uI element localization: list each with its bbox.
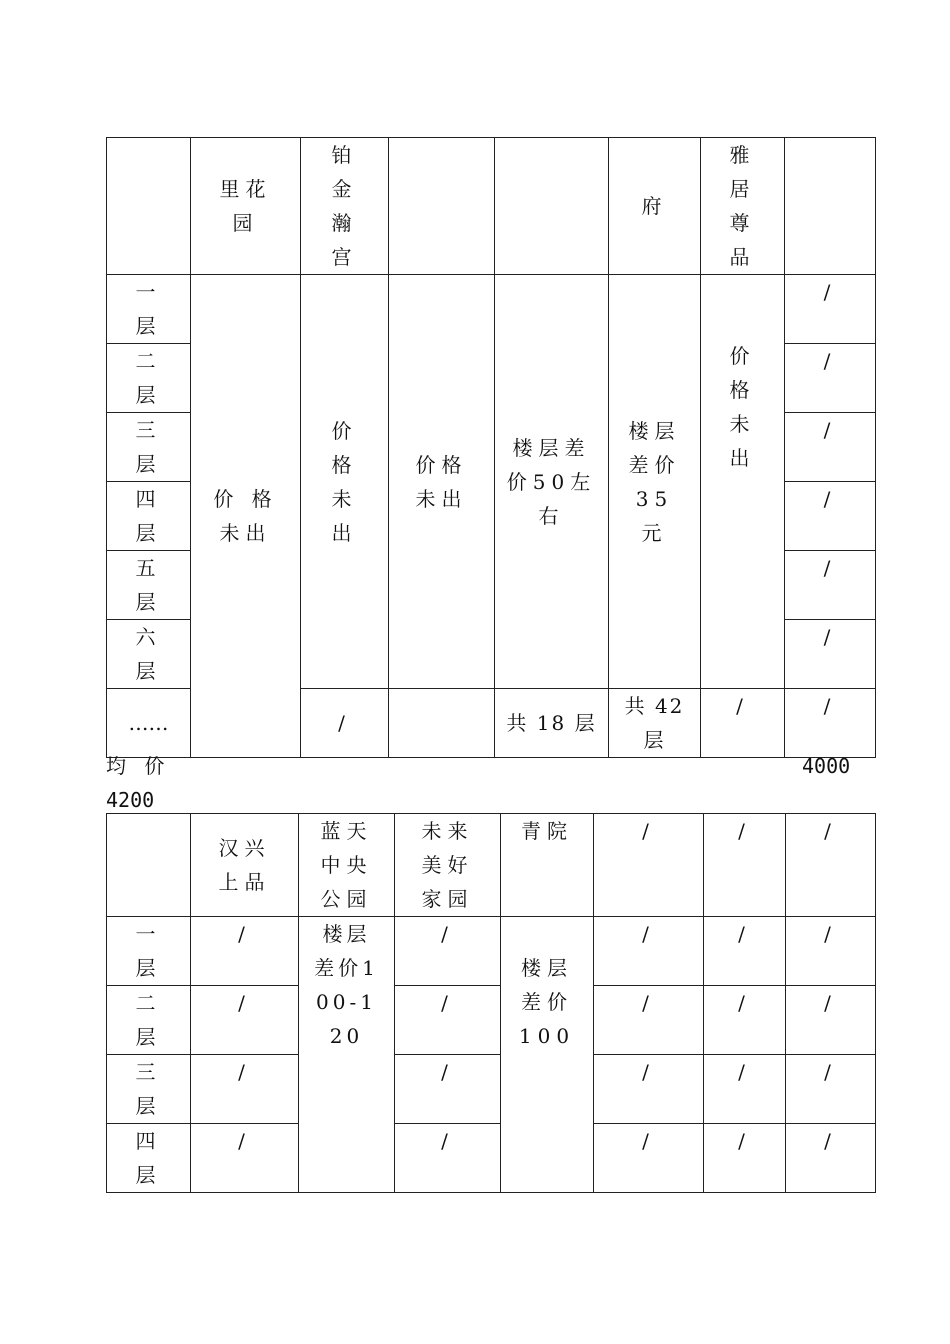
slash-cell: / bbox=[395, 1055, 501, 1124]
table2-merged-col4 bbox=[501, 917, 594, 1193]
slash-cell: / bbox=[785, 482, 876, 551]
floor-label: 三层 bbox=[107, 1055, 191, 1124]
slash-cell: / bbox=[191, 986, 299, 1055]
avg-price-label: 均 价 bbox=[106, 754, 171, 778]
merged-text: 楼层差价35元 bbox=[628, 418, 681, 545]
last-row-c5: 共 42 层 bbox=[609, 689, 701, 758]
table2-header-0 bbox=[107, 814, 191, 917]
table-row bbox=[107, 1055, 876, 1124]
floor-label: 一层 bbox=[107, 275, 191, 344]
ellipsis-cell: …… bbox=[107, 689, 191, 758]
table1-header-3 bbox=[389, 138, 495, 275]
slash-cell: / bbox=[785, 275, 876, 344]
table2-merged-col2 bbox=[299, 917, 395, 1193]
floor-label: 五层 bbox=[107, 551, 191, 620]
slash-cell: / bbox=[704, 1055, 786, 1124]
slash-cell: / bbox=[785, 620, 876, 689]
slash-cell: / bbox=[191, 1055, 299, 1124]
floor-label: 二层 bbox=[107, 986, 191, 1055]
merged-text: 楼层差价50左右 bbox=[506, 435, 597, 528]
table1-merged-col4 bbox=[495, 275, 609, 689]
floor-label: 六层 bbox=[107, 620, 191, 689]
last-row-c6: / bbox=[701, 689, 785, 758]
table1-merged-col1 bbox=[191, 275, 301, 758]
table2-header-row bbox=[107, 814, 876, 917]
merged-text: 楼层差价100-120 bbox=[314, 922, 379, 1048]
price-table-1 bbox=[106, 137, 876, 758]
slash-cell: / bbox=[395, 986, 501, 1055]
merged-text: 楼层差价100 bbox=[518, 956, 576, 1048]
table1-merged-col2 bbox=[301, 275, 389, 689]
table1-header-6: 雅居尊品 bbox=[701, 138, 785, 275]
slash-cell: / bbox=[786, 1124, 876, 1193]
floor-label: 三层 bbox=[107, 413, 191, 482]
merged-text: 价格 未出 bbox=[415, 452, 468, 511]
floor-label: 四层 bbox=[107, 1124, 191, 1193]
table-row bbox=[107, 275, 876, 344]
table1-header-7 bbox=[785, 138, 876, 275]
slash-cell: / bbox=[785, 551, 876, 620]
slash-cell: / bbox=[704, 986, 786, 1055]
slash-cell: / bbox=[786, 986, 876, 1055]
table-row bbox=[107, 1124, 876, 1193]
price-table-2 bbox=[106, 813, 876, 1193]
merged-text: 价格未出 bbox=[331, 418, 358, 545]
table2-header-6: / bbox=[704, 814, 786, 917]
slash-cell: / bbox=[395, 917, 501, 986]
table1-header-2: 铂金瀚宫 bbox=[301, 138, 389, 275]
table1-header-5: 府 bbox=[609, 138, 701, 275]
slash-cell: / bbox=[594, 1055, 704, 1124]
last-row-c4: 共 18 层 bbox=[495, 689, 609, 758]
avg-price-value: 4000 bbox=[802, 754, 851, 778]
slash-cell: / bbox=[594, 1124, 704, 1193]
table1-merged-col5 bbox=[609, 275, 701, 689]
table1-header-1: 里花园 bbox=[191, 138, 301, 275]
merged-text: 价格未出 bbox=[729, 344, 756, 470]
table1-header-0 bbox=[107, 138, 191, 275]
slash-cell: / bbox=[191, 917, 299, 986]
last-row-c3 bbox=[389, 689, 495, 758]
slash-cell: / bbox=[704, 1124, 786, 1193]
slash-cell: / bbox=[785, 344, 876, 413]
table2-header-5: / bbox=[594, 814, 704, 917]
table1-merged-col3 bbox=[389, 275, 495, 689]
floor-label: 四层 bbox=[107, 482, 191, 551]
merged-text: 价 格 未出 bbox=[213, 487, 278, 545]
slash-cell: / bbox=[191, 1124, 299, 1193]
slash-cell: / bbox=[594, 917, 704, 986]
last-row-c2: / bbox=[301, 689, 389, 758]
slash-cell: / bbox=[704, 917, 786, 986]
table2-header-2: 蓝天中央公园 bbox=[299, 814, 395, 917]
table2-header-1: 汉兴上品 bbox=[191, 814, 299, 917]
table2-header-4: 青院 bbox=[501, 814, 594, 917]
slash-cell: / bbox=[594, 986, 704, 1055]
table-row bbox=[107, 986, 876, 1055]
slash-cell: / bbox=[785, 413, 876, 482]
table1-header-row bbox=[107, 138, 876, 275]
table2-header-7: / bbox=[786, 814, 876, 917]
floor-label: 一层 bbox=[107, 917, 191, 986]
table1-merged-col6 bbox=[701, 275, 785, 689]
slash-cell: / bbox=[786, 917, 876, 986]
slash-cell: / bbox=[786, 1055, 876, 1124]
slash-cell: / bbox=[395, 1124, 501, 1193]
table-row bbox=[107, 917, 876, 986]
table1-header-4 bbox=[495, 138, 609, 275]
floor-label: 二层 bbox=[107, 344, 191, 413]
last-row-c7: / bbox=[785, 689, 876, 758]
avg-price-next-value: 4200 bbox=[106, 788, 155, 812]
table2-header-3: 未来美好家园 bbox=[395, 814, 501, 917]
